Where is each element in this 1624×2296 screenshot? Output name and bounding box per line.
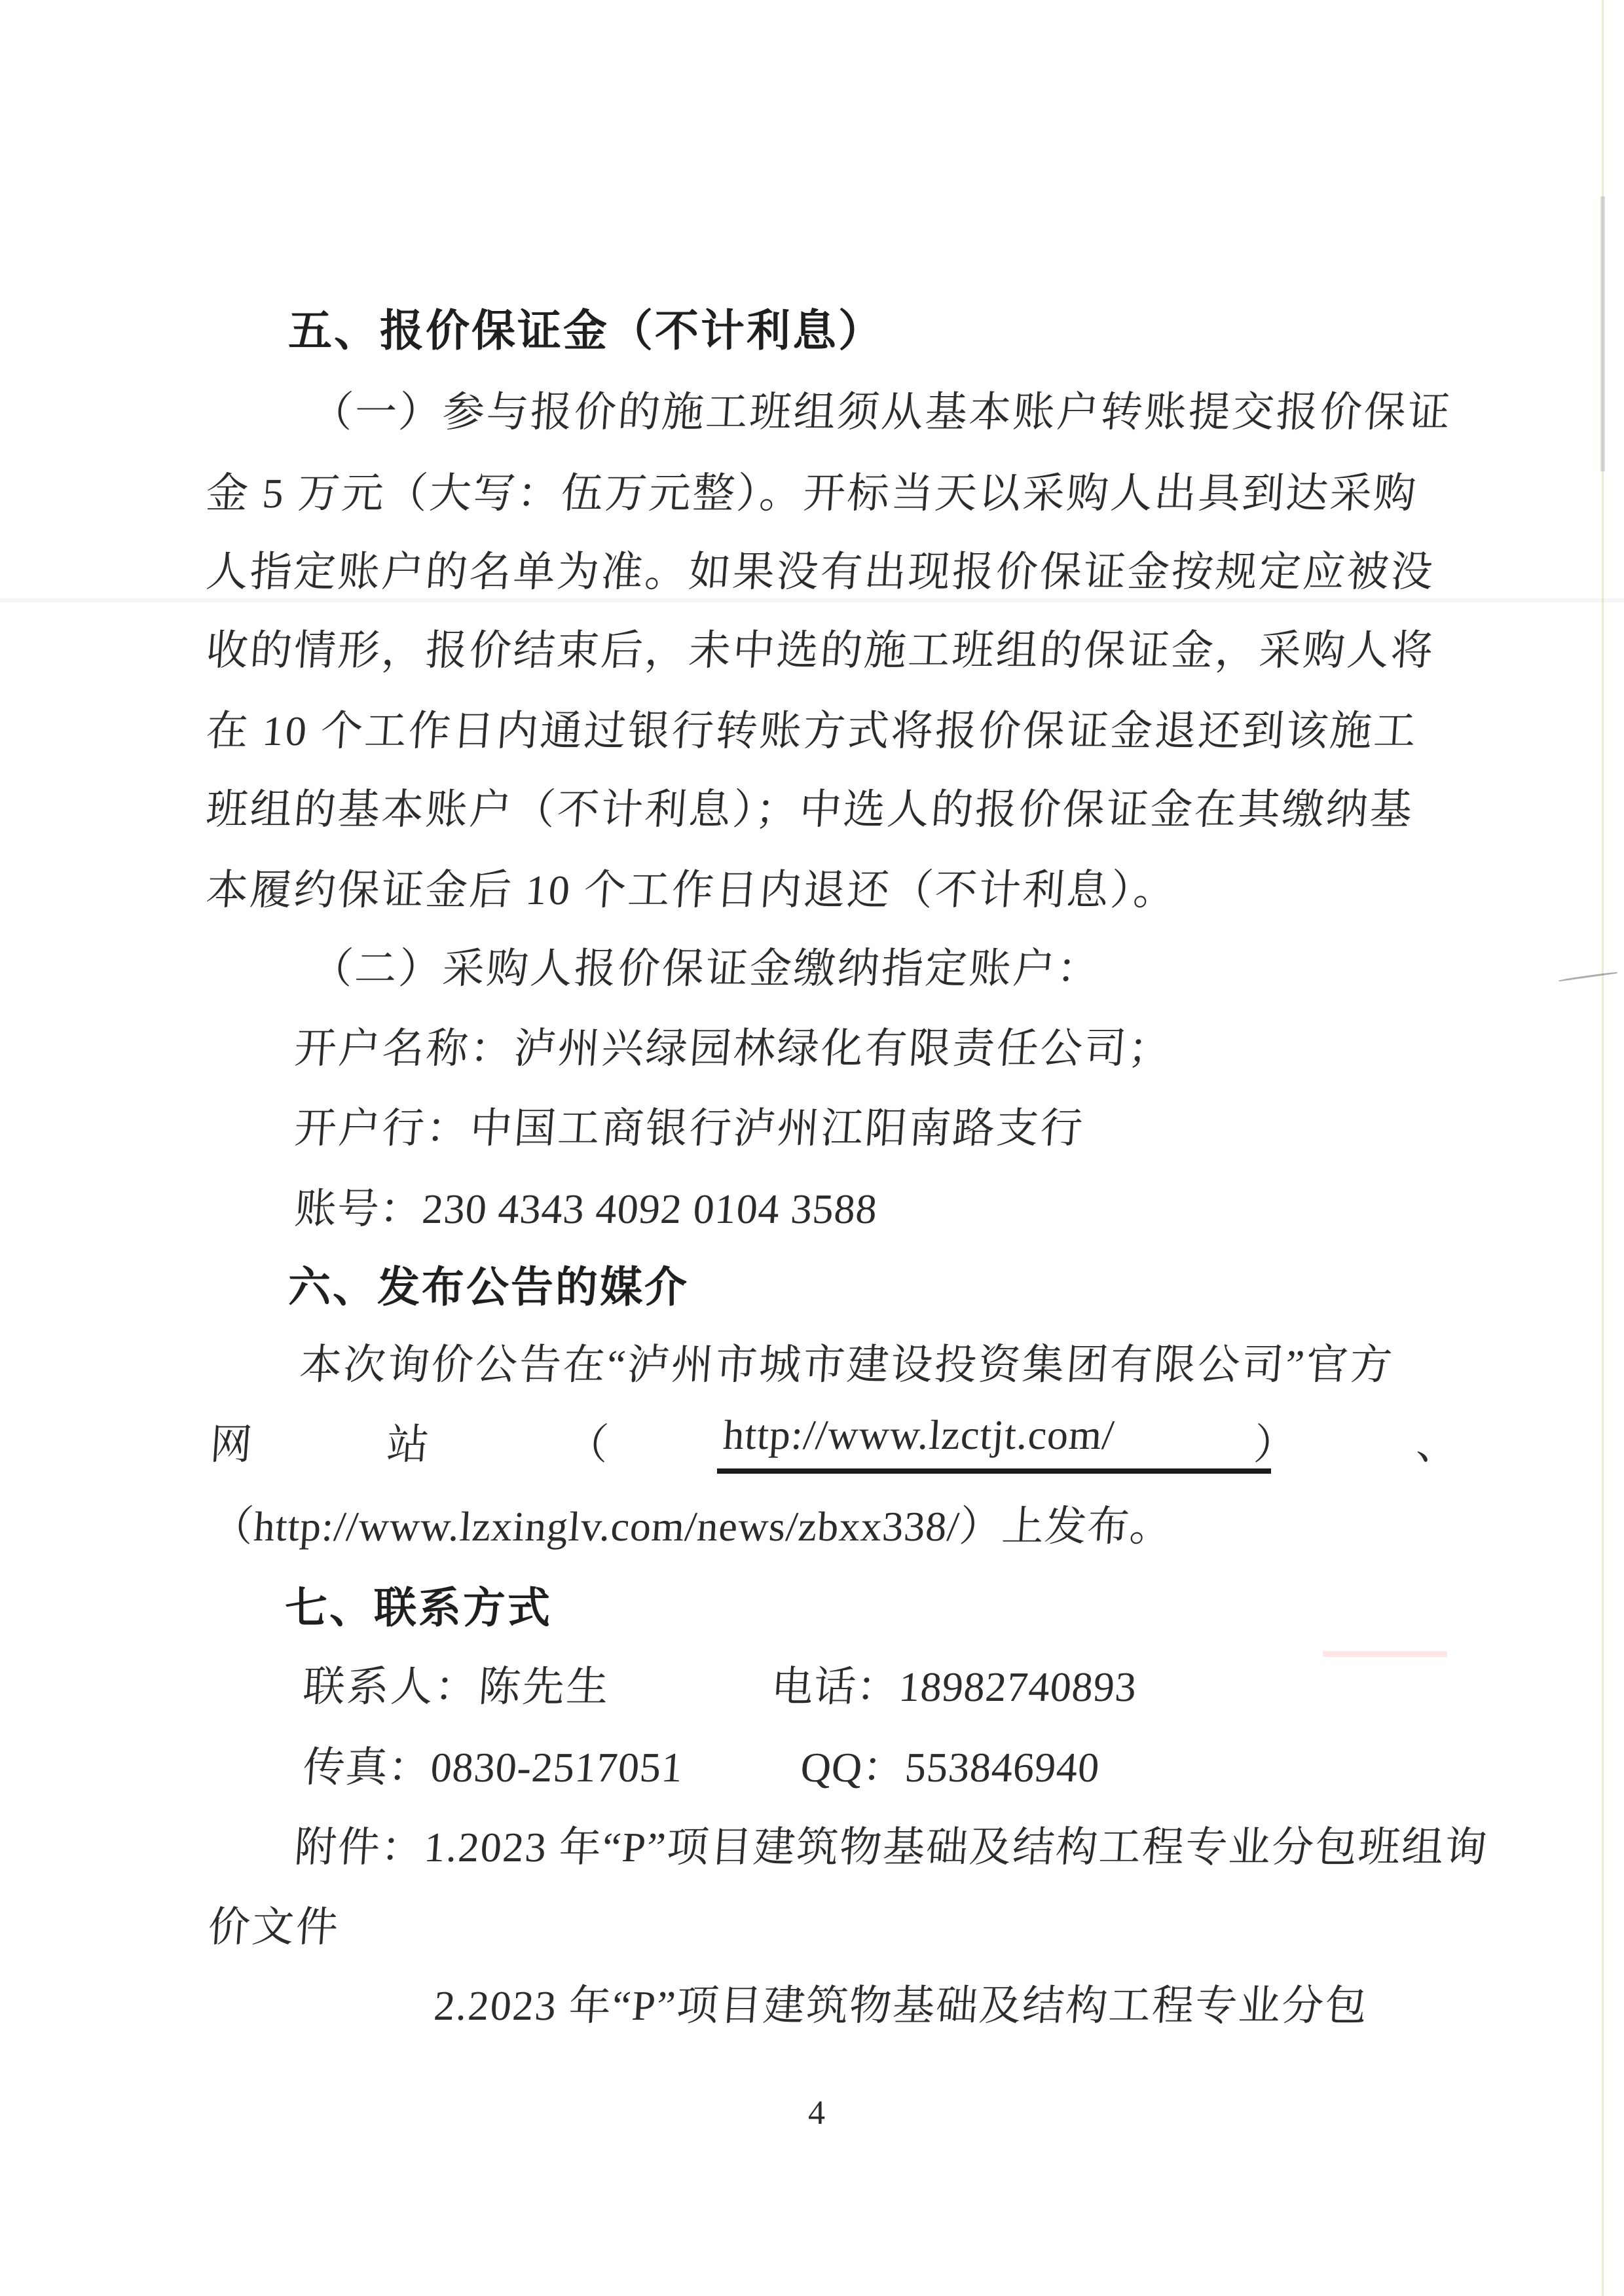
website-word: 站 xyxy=(385,1421,433,1468)
open-paren: （ xyxy=(564,1421,612,1468)
url-underline xyxy=(717,1468,1271,1474)
bank-line: 开户行：中国工商银行泸州江阳南路支行 xyxy=(293,1105,1086,1152)
para-line: （一）参与报价的施工班组须从基本账户转账提交报价保证 xyxy=(309,389,1454,435)
close-paren: ） xyxy=(1252,1421,1300,1468)
para-line: 人指定账户的名单为准。如果没有出现报价保证金按规定应被没 xyxy=(204,549,1437,595)
para-line: 班组的基本账户（不计利息）；中选人的报价保证金在其缴纳基 xyxy=(204,786,1416,833)
scan-artifact-curve xyxy=(1559,972,1617,981)
section-5-heading: 五、报价保证金（不计利息） xyxy=(288,306,884,355)
account-number-line: 账号：230 4343 4092 0104 3588 xyxy=(293,1186,879,1232)
scan-artifact-band xyxy=(0,598,1624,602)
enumeration-comma: 、 xyxy=(1414,1421,1462,1468)
scan-artifact-pink-smudge xyxy=(1323,1651,1447,1657)
url-lzxinglv-line: （http://www.lzxinglv.com/news/zbxx338/）上发布。 xyxy=(210,1503,1174,1550)
phone-number: 电话：18982740893 xyxy=(769,1664,1139,1710)
para-line: 在 10 个工作日内通过银行转账方式将报价保证金退还到该施工 xyxy=(204,708,1420,754)
scan-artifact-speckle-strip xyxy=(1600,196,1605,471)
section-6-heading: 六、发布公告的媒介 xyxy=(288,1263,690,1311)
section-7-heading: 七、联系方式 xyxy=(285,1584,553,1631)
attachment-line-2: 价文件 xyxy=(206,1904,342,1950)
scan-artifact-vertical-line xyxy=(1602,0,1604,2296)
attachment-line-3: 2.2023 年“P”项目建筑物基础及结构工程专业分包 xyxy=(432,1982,1370,2029)
para-line: 本履约保证金后 10 个工作日内退还（不计利息）。 xyxy=(204,867,1179,913)
url-lzctjt: http://www.lzctjt.com/ xyxy=(722,1412,1116,1458)
page-number: 4 xyxy=(808,2094,825,2132)
qq-number: QQ：553846940 xyxy=(799,1744,1101,1791)
para-line: （二）采购人报价保证金缴纳指定账户： xyxy=(309,945,1103,992)
para-line: 收的情形，报价结束后，未中选的施工班组的保证金，采购人将 xyxy=(204,627,1437,674)
attachment-line-1: 附件：1.2023 年“P”项目建筑物基础及结构工程专业分包班组询 xyxy=(293,1824,1490,1870)
website-word: 网 xyxy=(208,1421,256,1468)
para-line: 本次询价公告在“泸州市城市建设投资集团有限公司”官方 xyxy=(298,1341,1396,1388)
contact-person: 联系人：陈先生 xyxy=(301,1664,612,1710)
account-name-line: 开户名称：泸州兴绿园林绿化有限责任公司； xyxy=(293,1025,1174,1072)
para-line: 金 5 万元（大写：伍万元整）。开标当天以采购人出具到达采购 xyxy=(204,470,1420,517)
fax-number: 传真：0830-2517051 xyxy=(301,1744,685,1791)
